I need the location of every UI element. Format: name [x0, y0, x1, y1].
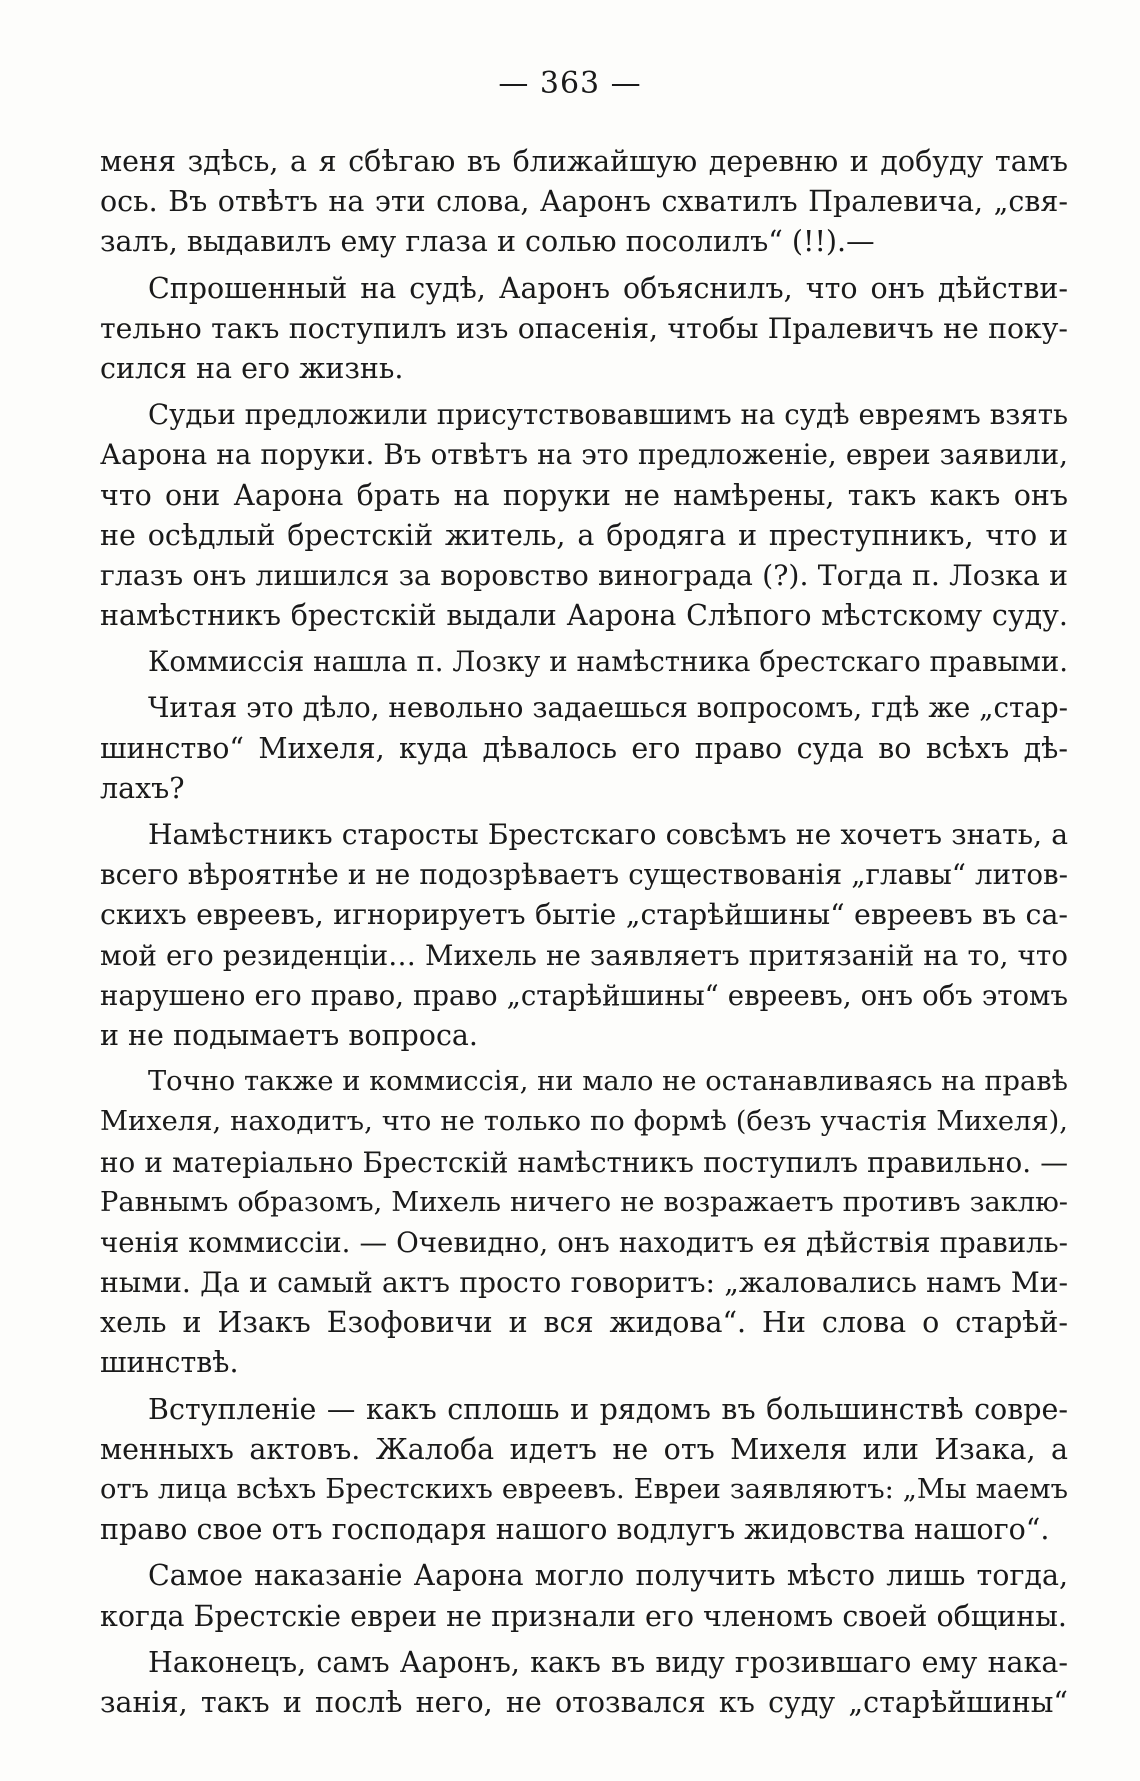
text-line: право свое отъ господаря нашого водлугъ жидовства нашого“. [100, 1513, 1050, 1547]
text-line: хель и Изакъ Езофовичи и вся жидова“. Ни слова о старѣй- [100, 1306, 1068, 1340]
text-line: лахъ? [100, 771, 185, 805]
text-line: всего вѣроятнѣе и не подозрѣваетъ существованія „главы“ литов- [100, 858, 1068, 892]
text-line: Точно также и коммиссія, ни мало не останавливаясь на правѣ [148, 1066, 1068, 1098]
text-line: тельно такъ поступилъ изъ опасенія, чтобы Пралевичъ не поку- [100, 311, 1068, 345]
text-line: Михеля, находитъ, что не только по формѣ (безъ участія Михеля), [100, 1106, 1068, 1138]
text-line: Равнымъ образомъ, Михель ничего не возражаетъ противъ заклю- [100, 1186, 1068, 1218]
text-line: глазъ онъ лишился за воровство винограда (?). Тогда п. Лозка и [100, 558, 1068, 592]
text-line: занія, такъ и послѣ него, не отозвался къ суду „старѣйшины“ [100, 1685, 1068, 1719]
text-line: сился на его жизнь. [100, 351, 404, 385]
paragraph [100, 642, 1068, 682]
text-line: Читая это дѣло, невольно задаешься вопросомъ, гдѣ же „стар- [148, 691, 1068, 725]
paragraph [100, 1556, 1068, 1636]
text-line: ченія коммиссіи. — Очевидно, онъ находитъ ея дѣйствія правиль- [100, 1225, 1068, 1259]
text-line: Самое наказаніе Аарона могло получить мѣсто лишь тогда, [148, 1559, 1068, 1593]
paragraph [100, 142, 1068, 263]
text-line: отъ лица всѣхъ Брестскихъ евреевъ. Евреи заявляютъ: „Мы маемъ [100, 1474, 1068, 1505]
text-line: менныхъ актовъ. Жалоба идетъ не отъ Михеля или Изака, а [100, 1432, 1068, 1466]
text-line: нарушено его право, право „старѣйшины“ евреевъ, онъ объ этомъ [100, 979, 1068, 1012]
paragraph [100, 269, 1068, 390]
text-line: Намѣстникъ старосты Брестскаго совсѣмъ не хочетъ знать, а [148, 818, 1068, 851]
text-line: мой его резиденціи… Михель не заявляетъ притязаній на то, что [100, 938, 1068, 972]
text-line: что они Аарона брать на поруки не намѣрены, такъ какъ онъ [100, 478, 1068, 512]
text-line: Коммиссія нашла п. Лозку и намѣстника брестскаго правыми. [148, 645, 1068, 679]
paragraph [100, 1643, 1068, 1723]
text-line: Наконецъ, самъ Ааронъ, какъ въ виду грозившаго ему нака- [148, 1645, 1068, 1679]
paragraph [100, 1390, 1068, 1551]
text-line: не осѣдлый брестскій житель, а бродяга и преступникъ, что и [100, 518, 1068, 552]
text-line: ными. Да и самый актъ просто говоритъ: „жаловались намъ Ми- [100, 1266, 1068, 1300]
paragraph [100, 688, 1068, 809]
text-line: меня здѣсь, а я сбѣгаю въ ближайшую деревню и добуду тамъ [100, 145, 1068, 178]
text-line: шинствѣ. [100, 1346, 239, 1380]
body-text [100, 142, 1068, 1729]
text-line: и не подымаетъ вопроса. [100, 1018, 478, 1052]
text-line: скихъ евреевъ, игнорируетъ бытіе „старѣйшины“ евреевъ въ са- [100, 898, 1068, 932]
text-line: Аарона на поруки. Въ отвѣтъ на это предложеніе, евреи заявили, [100, 438, 1068, 472]
text-line: Вступленіе — какъ сплошь и рядомъ въ большинствѣ совре- [148, 1392, 1068, 1426]
text-line: шинство“ Михеля, куда дѣвалось его право суда во всѣхъ дѣ- [100, 731, 1068, 765]
text-line: но и матеріально Брестскій намѣстникъ поступилъ правильно. — [100, 1145, 1068, 1179]
paragraph [100, 815, 1068, 1056]
text-line: когда Брестскіе евреи не признали его членомъ своей общины. [100, 1599, 1067, 1633]
text-line: Судьи предложили присутствовавшимъ на судѣ евреямъ взять [148, 398, 1068, 432]
paragraph [100, 1062, 1068, 1384]
page-number: — 363 — [498, 66, 642, 101]
text-line: залъ, выдавилъ ему глаза и солью посолилъ“ (!!).— [100, 225, 875, 259]
paragraph [100, 395, 1068, 636]
text-line: намѣстникъ брестскій выдали Аарона Слѣпого мѣстскому суду. [100, 599, 1068, 633]
text-line: Спрошенный на судѣ, Ааронъ объяснилъ, что онъ дѣйстви- [148, 271, 1068, 305]
text-line: ось. Въ отвѣтъ на эти слова, Ааронъ схватилъ Пралевича, „свя- [100, 185, 1068, 219]
